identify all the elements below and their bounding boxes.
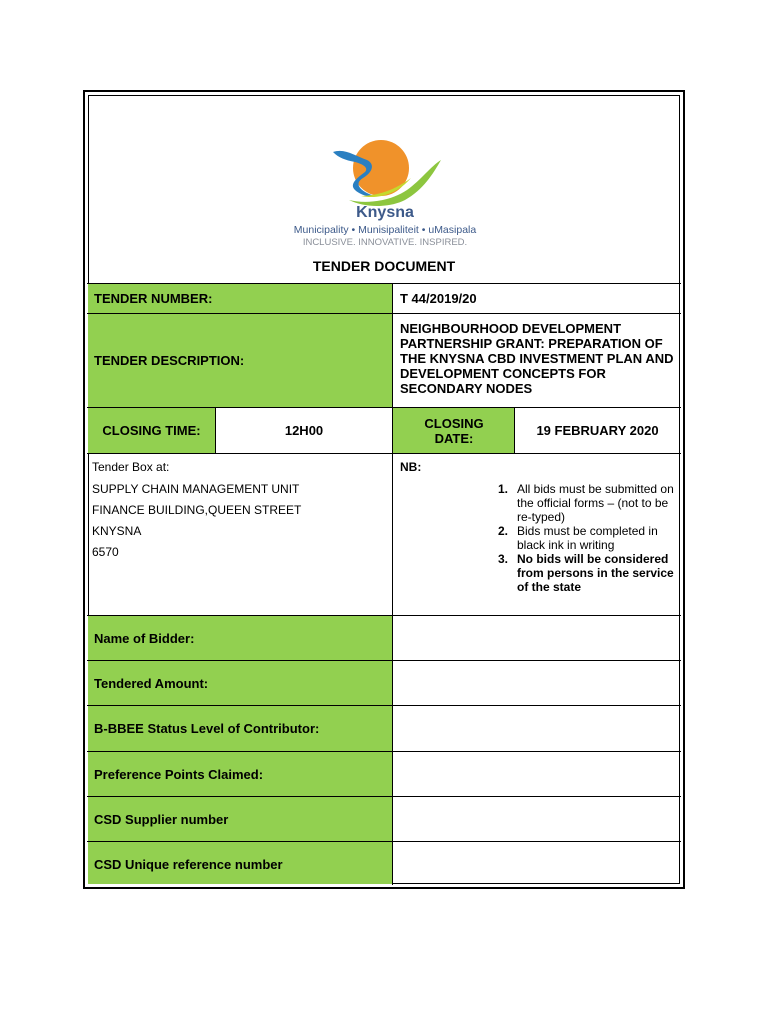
tender-box-line: KNYSNA	[92, 524, 142, 538]
tender-description-label: TENDER DESCRIPTION:	[94, 353, 245, 368]
csd-unique-reference-field[interactable]	[394, 842, 680, 886]
table-rule	[87, 453, 681, 454]
bidder-field-label: CSD Unique reference number	[94, 856, 283, 872]
table-column-rule	[215, 407, 216, 454]
tender-box-line: SUPPLY CHAIN MANAGEMENT UNIT	[92, 482, 300, 496]
table-rule	[87, 796, 681, 797]
nb-item: 1. All bids must be submitted on the official forms – (not to be re-typed)	[497, 482, 674, 524]
table-rule	[87, 660, 681, 661]
nb-list	[492, 482, 678, 594]
table-column-rule	[392, 453, 393, 885]
table-rule	[87, 841, 681, 842]
nb-item: 2. Bids must be completed in black ink in writing	[497, 524, 658, 552]
closing-time-value: 12H00	[284, 423, 324, 438]
table-rule	[87, 313, 681, 314]
table-rule	[87, 615, 681, 616]
tender-number-label: TENDER NUMBER:	[94, 291, 213, 306]
name-of-bidder-field[interactable]	[394, 616, 680, 660]
csd-supplier-number-field[interactable]	[394, 797, 680, 841]
logo-subtitle: Municipality • Munisipaliteit • uMasipala	[293, 224, 477, 236]
nb-label: NB:	[400, 460, 422, 474]
closing-date-value: 19 FEBRUARY 2020	[536, 423, 659, 438]
knysna-logo	[265, 138, 505, 250]
table-rule	[87, 751, 681, 752]
table-column-rule	[514, 407, 515, 454]
page-title: TENDER DOCUMENT	[312, 258, 456, 274]
bidder-field-label: Preference Points Claimed:	[94, 766, 264, 782]
bidder-field-label: B-BBEE Status Level of Contributor:	[94, 721, 320, 736]
tender-box-heading: Tender Box at:	[92, 460, 170, 474]
bidder-field-label: Name of Bidder:	[94, 630, 195, 646]
tender-number-value: T 44/2019/20	[400, 291, 477, 306]
logo-tagline: INCLUSIVE. INNOVATIVE. INSPIRED.	[302, 237, 468, 248]
tender-box-line: FINANCE BUILDING,QUEEN STREET	[92, 503, 302, 517]
tender-description-value: NEIGHBOURHOOD DEVELOPMENT PARTNERSHIP GRANT: PREPARATION OF THE KNYSNA CBD INVESTMENT PLAN AND DEVELOPMENT CONCEPTS FOR SECONDARY NODES	[400, 321, 674, 396]
knysna-emblem-icon	[265, 138, 505, 208]
table-rule	[87, 407, 681, 408]
nb-item: 3. No bids will be considered from persons in the service of the state	[497, 552, 674, 594]
bidder-field-label: CSD Supplier number	[94, 811, 229, 827]
logo-name: Knysna	[356, 204, 414, 221]
table-rule	[87, 283, 681, 284]
closing-time-label: CLOSING TIME:	[102, 423, 201, 438]
bbbee-status-field[interactable]	[394, 706, 680, 751]
tendered-amount-field[interactable]	[394, 661, 680, 705]
tender-box-line: 6570	[92, 545, 119, 559]
bidder-field-label: Tendered Amount:	[94, 675, 209, 691]
table-rule	[87, 705, 681, 706]
closing-date-label: CLOSING DATE:	[424, 415, 484, 446]
preference-points-field[interactable]	[394, 752, 680, 796]
table-column-rule	[392, 283, 393, 454]
